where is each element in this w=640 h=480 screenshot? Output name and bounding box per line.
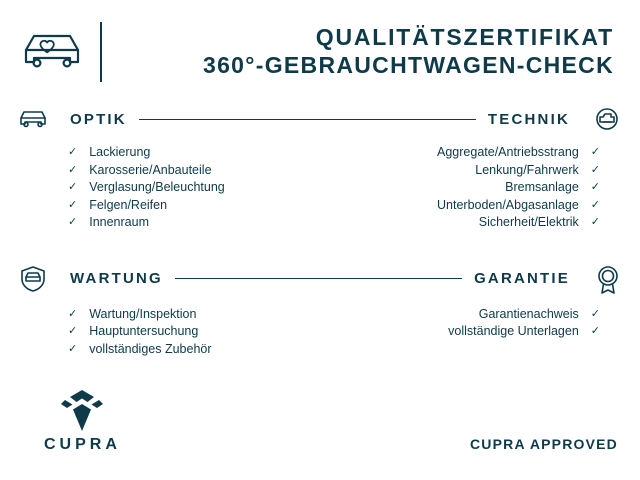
page-footer	[18, 390, 622, 454]
check-icon: ✓	[68, 216, 78, 229]
list-item-label: vollständiges Zubehör	[89, 341, 212, 356]
check-icon: ✓	[68, 342, 78, 355]
check-icon: ✓	[68, 307, 78, 320]
page-title	[128, 24, 622, 79]
check-icon: ✓	[590, 181, 600, 194]
check-icon: ✓	[590, 146, 600, 159]
list-item	[332, 162, 622, 180]
band-rule	[175, 278, 462, 279]
check-icon: ✓	[590, 325, 600, 338]
list-garantie	[332, 306, 622, 359]
section-title-garantie: GARANTIE	[474, 270, 570, 287]
list-item-label: vollständige Unterlagen	[448, 324, 579, 338]
car-front-icon	[18, 106, 58, 132]
lists-wartung-garantie	[18, 306, 622, 359]
list-item	[332, 214, 622, 232]
list-item-label: Unterboden/Abgasanlage	[437, 197, 579, 212]
list-item-label: Verglasung/Beleuchtung	[89, 180, 225, 194]
list-item	[68, 179, 308, 197]
cupra-logo-icon	[53, 390, 111, 432]
list-item-label: Hauptuntersuchung	[89, 324, 199, 338]
list-technik	[332, 144, 622, 232]
section-title-optik: OPTIK	[70, 110, 127, 128]
check-icon: ✓	[68, 181, 78, 194]
section-title-technik: TECHNIK	[487, 110, 570, 128]
check-icon: ✓	[590, 216, 600, 229]
list-item-label: Sicherheit/Elektrik	[478, 215, 579, 229]
list-item	[68, 162, 308, 180]
list-wartung	[18, 306, 308, 359]
list-optik	[18, 144, 308, 232]
check-icon: ✓	[590, 198, 600, 211]
check-icon: ✓	[68, 325, 78, 338]
list-item	[68, 214, 308, 232]
list-item-label: Felgen/Reifen	[89, 197, 168, 212]
list-item	[332, 144, 622, 162]
list-item-label: Bremsanlage	[505, 180, 579, 194]
seal-badge-icon	[582, 264, 622, 294]
list-item	[332, 197, 622, 215]
list-item	[68, 144, 308, 162]
section-band-wartung-garantie	[18, 264, 622, 294]
band-rule	[139, 119, 476, 120]
list-item-label: Innenraum	[89, 215, 149, 229]
list-item	[332, 323, 622, 341]
lists-optik-technik	[18, 144, 622, 232]
list-item-label: Aggregate/Antriebsstrang	[437, 145, 579, 159]
footer-tagline: CUPRA APPROVED	[469, 436, 618, 452]
header-divider	[100, 22, 102, 82]
car-service-icon	[18, 265, 58, 293]
section-band-optik-technik	[18, 106, 622, 132]
brand-block	[18, 390, 121, 454]
page-header	[18, 0, 622, 100]
car-heart-icon	[18, 24, 90, 80]
check-icon: ✓	[68, 163, 78, 176]
list-item-label: Wartung/Inspektion	[89, 306, 197, 321]
list-item	[332, 306, 622, 324]
check-icon: ✓	[590, 163, 600, 176]
title-line-1: QUALITÄTSZERTIFIKAT	[315, 24, 614, 51]
section-title-wartung: WARTUNG	[70, 270, 163, 287]
list-item-label: Lackierung	[89, 145, 151, 159]
title-line-2: 360°-GEBRAUCHTWAGEN-CHECK	[202, 51, 614, 78]
list-item	[332, 179, 622, 197]
list-item-label: Lenkung/Fahrwerk	[475, 162, 579, 177]
brand-name: CUPRA	[44, 436, 121, 453]
list-item	[68, 197, 308, 215]
check-icon: ✓	[590, 307, 600, 320]
list-item	[68, 323, 308, 341]
list-item	[68, 341, 308, 359]
check-icon: ✓	[68, 198, 78, 211]
engine-icon	[582, 106, 622, 132]
list-item-label: Karosserie/Anbauteile	[89, 162, 212, 177]
list-item-label: Garantienachweis	[478, 306, 579, 321]
check-icon: ✓	[68, 146, 78, 159]
list-item	[68, 306, 308, 324]
